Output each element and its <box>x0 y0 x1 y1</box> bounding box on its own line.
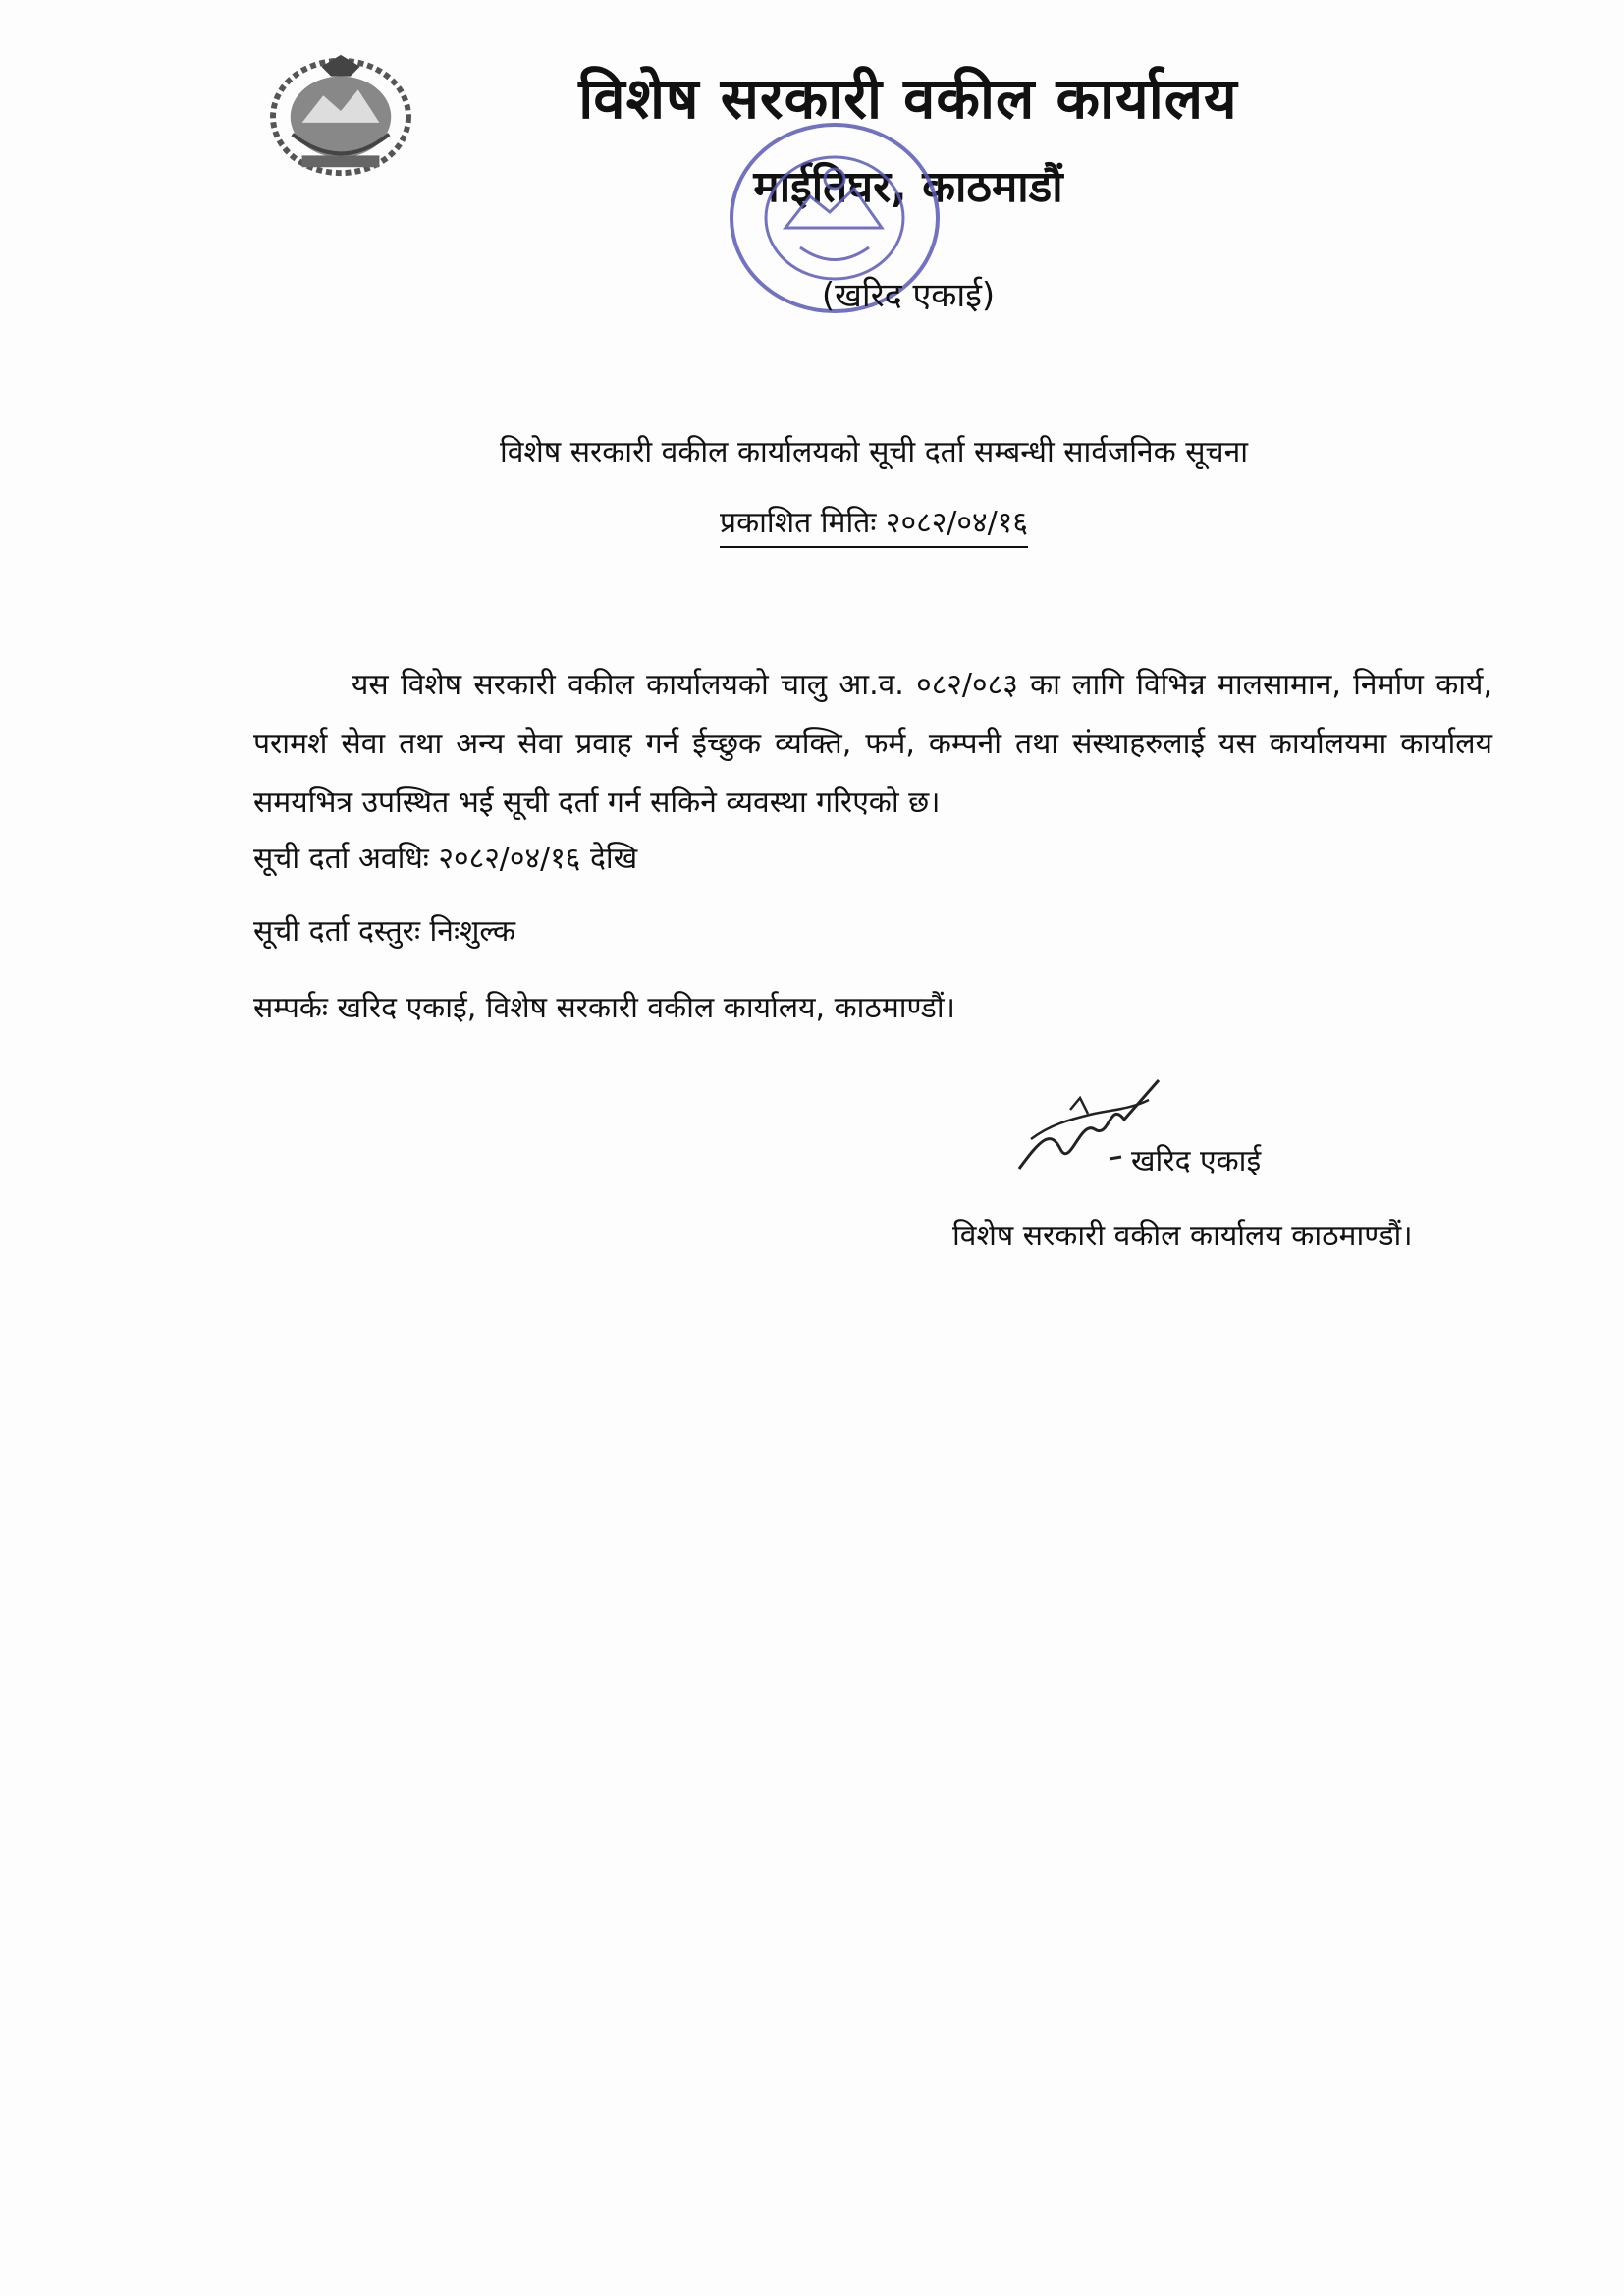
notice-body: यस विशेष सरकारी वकील कार्यालयको चालु आ.व. ०८२/०८३ का लागि विभिन्न मालसामान, निर्माण कार्य, परामर्श सेवा तथा अन्य सेवा प्रवाह गर्न ईच्छुक व्यक्ति, फर्म, कम्पनी तथा संस्थाहरुलाई यस कार्यालयमा कार्यालय समयभित्र उपस्थित भई सूची दर्ता गर्न सकिने व्यवस्था गरिएको छ। <box>253 668 1492 820</box>
office-title: विशेष सरकारी वकील कार्यालय <box>578 65 1238 132</box>
registration-period: सूची दर्ता अवधिः २०८२/०४/१६ देखि <box>253 842 638 876</box>
signatory-unit: खरिद एकाई <box>1131 1144 1262 1178</box>
nepal-government-emblem-icon <box>263 47 418 183</box>
contact-info: सम्पर्कः खरिद एकाई, विशेष सरकारी वकील कार्यालय, काठमाण्डौं। <box>253 991 955 1025</box>
published-date <box>373 501 1375 541</box>
published-date-text: प्रकाशित मितिः २०८२/०४/१६ <box>720 506 1028 548</box>
procurement-unit-label: (खरिद एकाई) <box>821 276 996 315</box>
signatory-office: विशेष सरकारी वकील कार्यालय काठमाण्डौं। <box>952 1219 1413 1253</box>
notice-heading: विशेष सरकारी वकील कार्यालयको सूची दर्ता सम्बन्धी सार्वजनिक सूचना <box>499 435 1249 469</box>
office-location: माईतिघर, काठमाडौं <box>753 162 1063 212</box>
registration-fee: सूची दर्ता दस्तुरः निःशुल्क <box>253 914 515 949</box>
